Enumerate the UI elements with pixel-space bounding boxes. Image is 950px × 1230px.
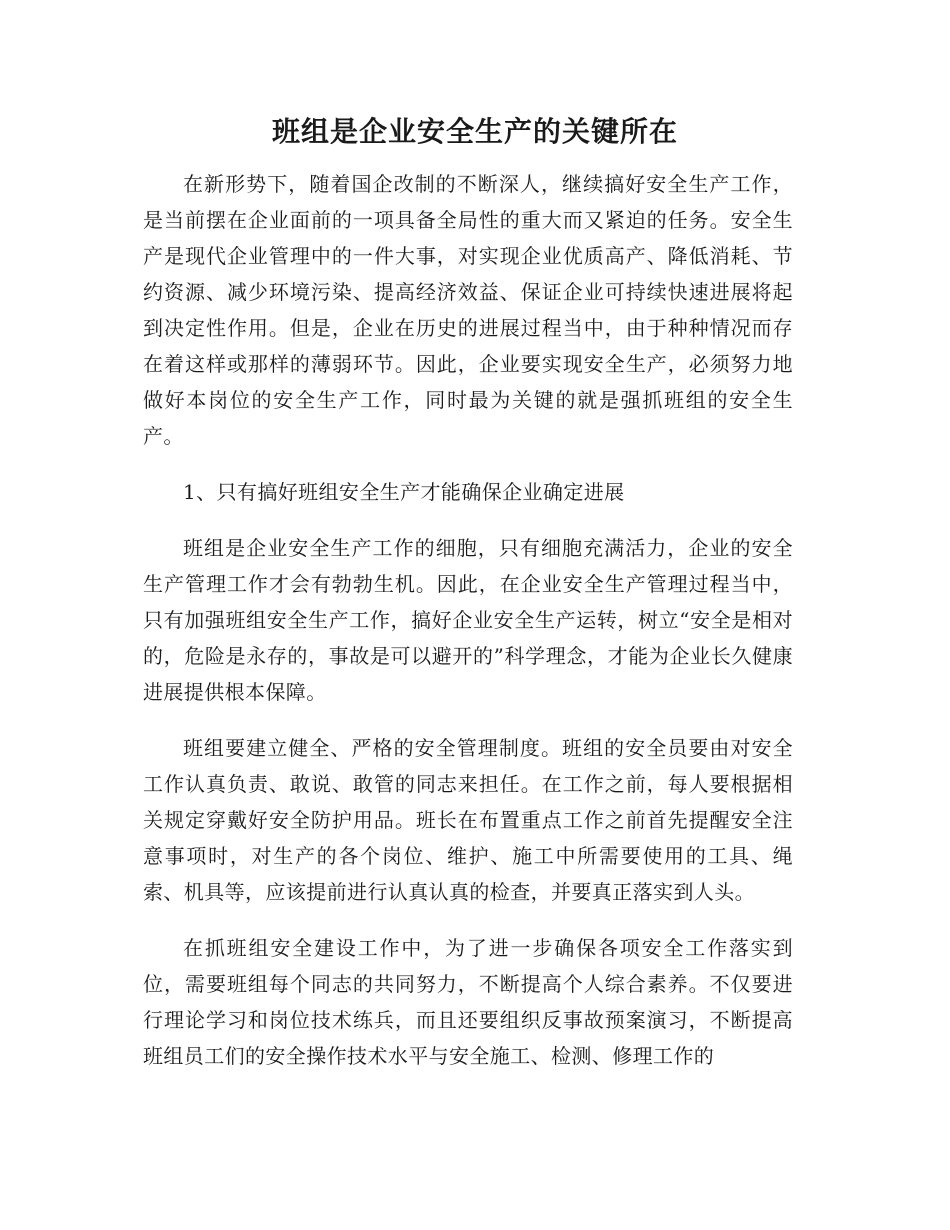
paragraph-safety-system: 班组要建立健全、严格的安全管理制度。班组的安全员要由对安全工作认真负责、敢说、敢管的同志来担任。在工作之前，每人要根据相关规定穿戴好安全防护用品。班长在布置重点工作之前首先提醒安全注意事项时，对生产的各个岗位、维护、施工中所需要使用的工具、绳索、机具等，应该提前进行认真认真的检查，并要真正落实到人头。 [143,736,793,904]
document-body [143,166,793,1074]
paragraph-team-quality: 在抓班组安全建设工作中，为了进一步确保各项安全工作落实到位，需要班组每个同志的共同努力，不断提高个人综合素养。不仅要进行理论学习和岗位技术练兵，而且还要组织反事故预案演习，不断提高班组员工们的安全操作技术水平与安全施工、检测、修理工作的 [143,936,793,1068]
section-heading-1: 1、只有搞好班组安全生产才能确保企业确定进展 [183,480,625,504]
document-title: 班组是企业安全生产的关键所在 [271,115,678,148]
paragraph-intro: 在新形势下，随着国企改制的不断深人，继续搞好安全生产工作，是当前摆在企业面前的一项具备全局性的重大而又紧迫的任务。安全生产是现代企业管理中的一件大事，对实现企业优质高产、降低消耗、节约资源、减少环境污染、提高经济效益、保证企业可持续快速进展将起到决定性作用。但是，企业在历史的进展过程当中，由于种种情况而存在着这样或那样的薄弱环节。因此，企业要实现安全生产，必须努力地做好本岗位的安全生产工作，同时最为关键的就是强抓班组的安全生产。 [143,172,793,448]
paragraph-team-cell: 班组是企业安全生产工作的细胞，只有细胞充满活力，企业的安全生产管理工作才会有勃勃生机。因此，在企业安全生产管理过程当中，只有加强班组安全生产工作，搞好企业安全生产运转，树立“安全是相对的，危险是永存的，事故是可以避开的”科学理念，才能为企业长久健康进展提供根本保障。 [143,536,793,704]
